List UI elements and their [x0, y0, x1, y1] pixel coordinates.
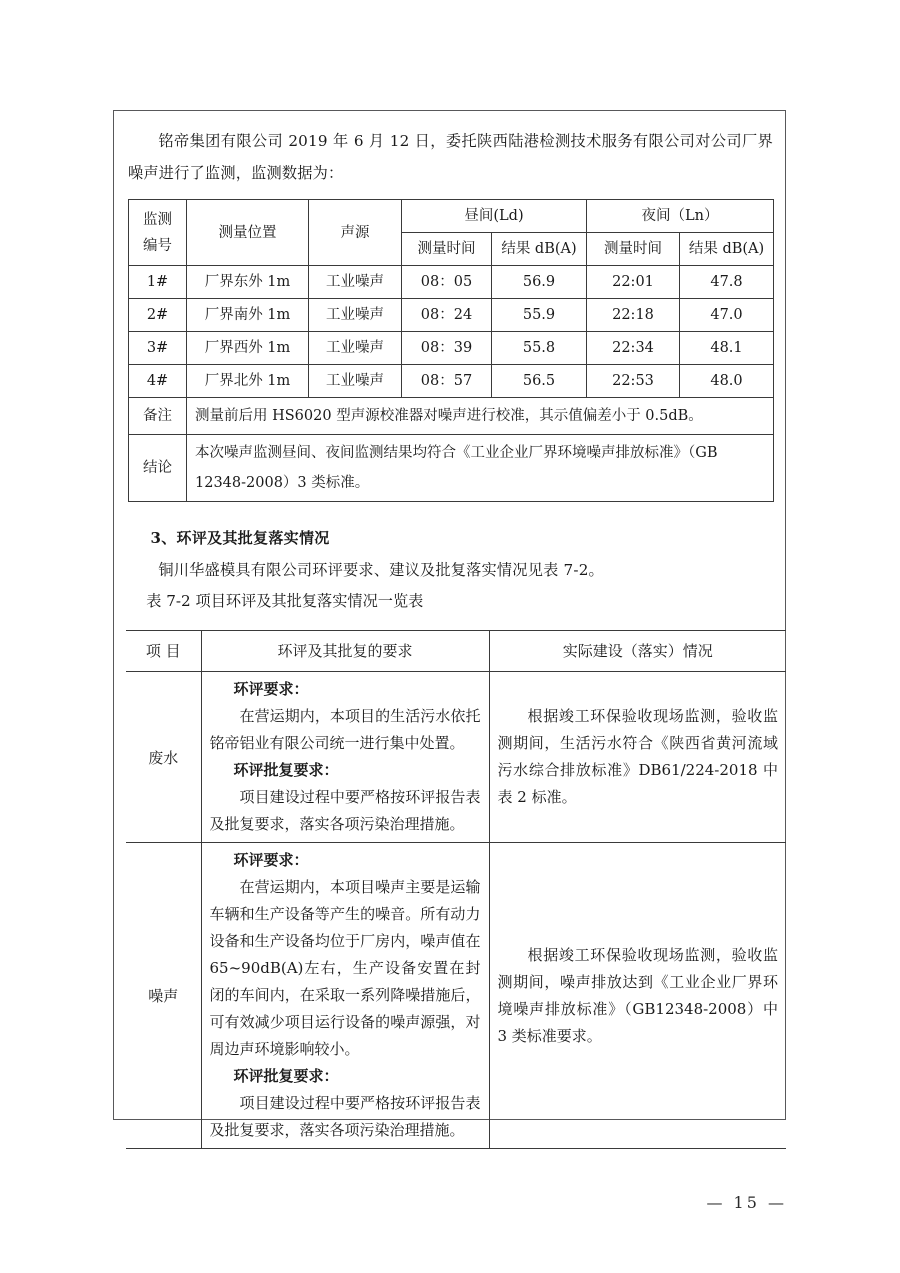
- cell-night-result: 47.8: [680, 266, 774, 299]
- spacer: [128, 189, 773, 199]
- req-label-1: 环评要求：: [233, 680, 309, 698]
- req-label-1: 环评要求：: [233, 851, 309, 869]
- req-text-1: 在营运期内，本项目的生活污水依托铭帝铝业有限公司统一进行集中处置。: [209, 707, 481, 752]
- actual-text: 根据竣工环保验收现场监测，验收监测期间，噪声排放达到《工业企业厂界环境噪声排放标准》（GB12348-2008）中 3 类标准要求。: [497, 945, 778, 1045]
- cell-position: 厂界北外 1m: [187, 365, 309, 398]
- cell-day-time: 08：57: [402, 365, 492, 398]
- remark-text: 测量前后用 HS6020 型声源校准器对噪声进行校准，其示值偏差小于 0.5dB。: [187, 398, 774, 435]
- req-label-2: 环评批复要求：: [233, 1067, 339, 1085]
- req-text-2: 项目建设过程中要严格按环评报告表及批复要求，落实各项污染治理措施。: [209, 788, 481, 833]
- table-row: [129, 332, 774, 365]
- header-cell-source: 声源: [309, 200, 402, 266]
- header-cell-day-time: 测量时间: [402, 233, 492, 266]
- cell-id: 1#: [129, 266, 187, 299]
- cell-night-time: 22:34: [587, 332, 680, 365]
- cell-actual: [489, 843, 786, 1149]
- header-cell-day-group: 昼间(Ld): [402, 200, 587, 233]
- conclusion-text: 本次噪声监测昼间、夜间监测结果均符合《工业企业厂界环境噪声排放标准》（GB 12348-2008）3 类标准。: [187, 435, 774, 502]
- intro-paragraph: 铭帝集团有限公司 2019 年 6 月 12 日，委托陕西陆港检测技术服务有限公司对公司厂界噪声进行了监测，监测数据为：: [128, 132, 773, 182]
- cell-day-time: 08：24: [402, 299, 492, 332]
- req-text-2: 项目建设过程中要严格按环评报告表及批复要求，落实各项污染治理措施。: [209, 1094, 481, 1139]
- header-cell-requirement: 环评及其批复的要求: [201, 631, 489, 672]
- actual-text: 根据竣工环保验收现场监测，验收监测期间，生活污水符合《陕西省黄河流域污水综合排放标准》DB61/224-2018 中表 2 标准。: [497, 707, 778, 806]
- cell-day-result: 56.5: [492, 365, 587, 398]
- cell-source: 工业噪声: [309, 332, 402, 365]
- cell-actual: [489, 672, 786, 843]
- page-number: — 15 —: [706, 1193, 787, 1212]
- cell-requirement: [201, 843, 489, 1149]
- cell-day-result: 55.8: [492, 332, 587, 365]
- spacer: [128, 502, 773, 522]
- cell-source: 工业噪声: [309, 299, 402, 332]
- table-header-row: [126, 631, 786, 672]
- header-id-line1: 监测: [143, 211, 172, 228]
- cell-id: 3#: [129, 332, 187, 365]
- header-cell-position: 测量位置: [187, 200, 309, 266]
- cell-night-result: 48.0: [680, 365, 774, 398]
- table-remark-row: [129, 398, 774, 435]
- header-cell-night-result: 结果 dB(A): [680, 233, 774, 266]
- page-frame: [113, 110, 786, 1139]
- table-conclusion-row: [129, 435, 774, 502]
- req-text-1: 在营运期内，本项目噪声主要是运输车辆和生产设备等产生的噪音。所有动力设备和生产设备均位于厂房内，噪声值在65~90dB(A)左右，生产设备安置在封闭的车间内，在采取一系列降噪措施后，可有效减少项目运行设备的噪声源强，对周边声环境影响较小。: [209, 878, 481, 1058]
- cell-id: 2#: [129, 299, 187, 332]
- cell-night-time: 22:18: [587, 299, 680, 332]
- conclusion-label: 结论: [129, 435, 187, 502]
- header-cell-item: 项 目: [126, 631, 201, 672]
- eia-implementation-table: [126, 630, 786, 1149]
- cell-day-time: 08：05: [402, 266, 492, 299]
- cell-item: 废水: [126, 672, 201, 843]
- header-cell-night-group: 夜间（Ln）: [587, 200, 774, 233]
- cell-source: 工业噪声: [309, 266, 402, 299]
- table-header-row: [129, 200, 774, 233]
- table-row: [126, 672, 786, 843]
- cell-day-result: 55.9: [492, 299, 587, 332]
- remark-label: 备注: [129, 398, 187, 435]
- cell-night-time: 22:01: [587, 266, 680, 299]
- header-cell-id: [129, 200, 187, 266]
- cell-day-result: 56.9: [492, 266, 587, 299]
- table-7-2-caption: 表 7-2 项目环评及其批复落实情况一览表: [146, 592, 424, 610]
- cell-requirement: [201, 672, 489, 843]
- header-cell-actual: 实际建设（落实）情况: [489, 631, 786, 672]
- cell-source: 工业噪声: [309, 365, 402, 398]
- table-row: [129, 266, 774, 299]
- table-row: [129, 365, 774, 398]
- cell-item: 噪声: [126, 843, 201, 1149]
- header-cell-night-time: 测量时间: [587, 233, 680, 266]
- section-heading-3: 3、环评及其批复落实情况: [150, 529, 330, 547]
- header-cell-day-result: 结果 dB(A): [492, 233, 587, 266]
- spacer: [128, 616, 773, 630]
- cell-night-time: 22:53: [587, 365, 680, 398]
- table-row: [129, 299, 774, 332]
- req-label-2: 环评批复要求：: [233, 761, 339, 779]
- section-3-paragraph: 铜川华盛模具有限公司环评要求、建议及批复落实情况见表 7-2。: [158, 561, 604, 579]
- cell-position: 厂界南外 1m: [187, 299, 309, 332]
- cell-id: 4#: [129, 365, 187, 398]
- cell-position: 厂界东外 1m: [187, 266, 309, 299]
- cell-night-result: 48.1: [680, 332, 774, 365]
- page-content: [128, 125, 778, 1149]
- header-id-line2: 编号: [143, 237, 172, 254]
- cell-position: 厂界西外 1m: [187, 332, 309, 365]
- table-row: [126, 843, 786, 1149]
- noise-monitoring-table: [128, 199, 774, 502]
- cell-day-time: 08：39: [402, 332, 492, 365]
- cell-night-result: 47.0: [680, 299, 774, 332]
